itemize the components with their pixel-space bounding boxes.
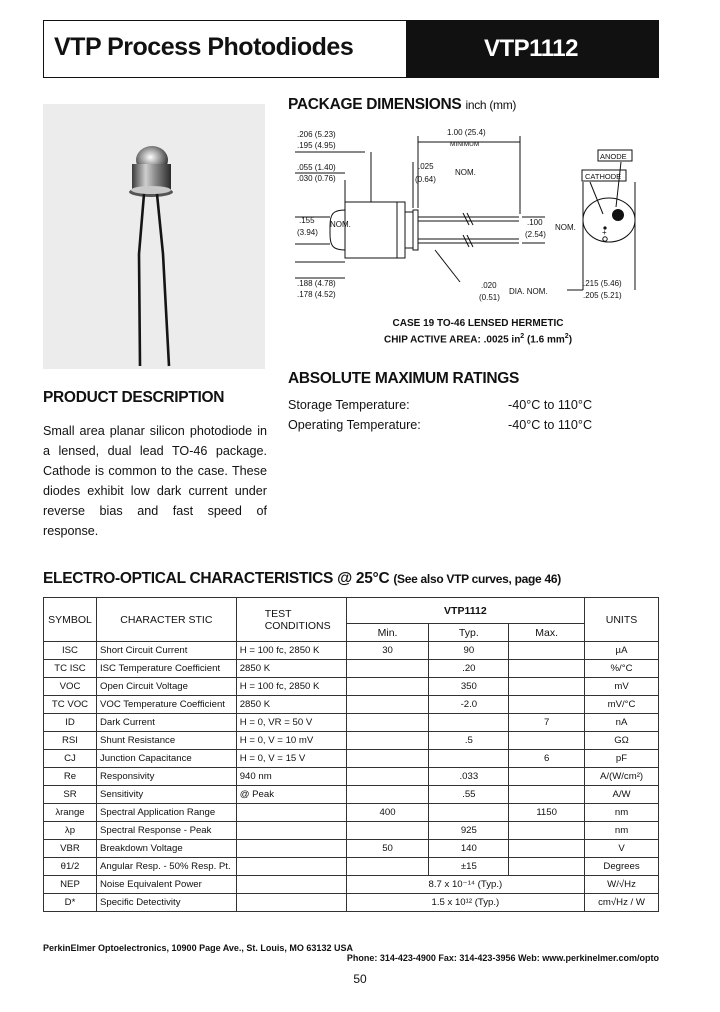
cell-characteristic: Shunt Resistance: [96, 732, 236, 750]
cell-units: A/W: [585, 786, 659, 804]
dim-label: .206 (5.23): [297, 130, 336, 139]
table-row: [44, 660, 659, 678]
cell-typ: [429, 714, 509, 732]
cell-symbol: SR: [44, 786, 97, 804]
dim-label: .030 (0.76): [297, 174, 336, 183]
cell-units: %/°C: [585, 660, 659, 678]
description-heading: PRODUCT DESCRIPTION: [43, 389, 225, 406]
cell-typ: .20: [429, 660, 509, 678]
table-row: [44, 858, 659, 876]
cell-characteristic: Spectral Response - Peak: [96, 822, 236, 840]
dim-label: 1.00 (25.4): [447, 128, 486, 137]
footer: [43, 943, 659, 963]
cell-symbol: TC VOC: [44, 696, 97, 714]
cell-max: [509, 732, 585, 750]
cell-characteristic: Junction Capacitance: [96, 750, 236, 768]
cell-symbol: ID: [44, 714, 97, 732]
cell-symbol: NEP: [44, 876, 97, 894]
dim-label: .205 (5.21): [583, 291, 622, 300]
cell-symbol: λp: [44, 822, 97, 840]
cell-max: [509, 678, 585, 696]
cell-typ: .033: [429, 768, 509, 786]
cell-units: cm√Hz / W: [585, 894, 659, 912]
dim-label: (3.94): [297, 228, 318, 237]
rating-label: Storage Temperature:: [288, 398, 410, 412]
table-row: [44, 768, 659, 786]
header-part: VTP1112: [346, 598, 584, 624]
header-symbol: SYMBOL: [44, 598, 97, 642]
cell-units: nm: [585, 804, 659, 822]
cell-min: [346, 786, 429, 804]
cell-units: GΩ: [585, 732, 659, 750]
cell-characteristic: ISC Temperature Coefficient: [96, 660, 236, 678]
cell-max: [509, 660, 585, 678]
cell-symbol: Re: [44, 768, 97, 786]
cell-typ: 925: [429, 822, 509, 840]
table-row: [44, 714, 659, 732]
cell-min: [346, 660, 429, 678]
cell-characteristic: Sensitivity: [96, 786, 236, 804]
rating-label: Operating Temperature:: [288, 418, 421, 432]
cell-conditions: H = 0, V = 10 mV: [236, 732, 346, 750]
cell-units: pF: [585, 750, 659, 768]
cell-symbol: CJ: [44, 750, 97, 768]
case-line: CASE 19 TO-46 LENSED HERMETIC: [392, 318, 564, 329]
plus-label: +: [602, 228, 607, 237]
cell-units: µA: [585, 642, 659, 660]
cell-conditions: [236, 840, 346, 858]
cell-symbol: RSI: [44, 732, 97, 750]
cell-conditions: [236, 876, 346, 894]
cell-max: [509, 642, 585, 660]
eo-heading: ELECTRO-OPTICAL CHARACTERISTICS @ 25°C (See also VTP curves, page 46): [43, 570, 561, 587]
table-row: [44, 876, 659, 894]
cell-units: W/√Hz: [585, 876, 659, 894]
anode-label: ANODE: [600, 152, 627, 161]
table-row: [44, 804, 659, 822]
cell-conditions: H = 100 fc, 2850 K: [236, 642, 346, 660]
cell-symbol: TC ISC: [44, 660, 97, 678]
table-row: [44, 642, 659, 660]
dim-label: NOM.: [330, 220, 351, 229]
cell-typ: .5: [429, 732, 509, 750]
cell-characteristic: Noise Equivalent Power: [96, 876, 236, 894]
cell-units: mV: [585, 678, 659, 696]
cell-max: [509, 840, 585, 858]
table-row: [44, 822, 659, 840]
package-heading: PACKAGE DIMENSIONS inch (mm): [288, 96, 517, 113]
table-row: [44, 786, 659, 804]
cell-typ: [429, 750, 509, 768]
cell-min: [346, 732, 429, 750]
cell-typ: 90: [429, 642, 509, 660]
cell-max: 1150: [509, 804, 585, 822]
cell-typ: [429, 804, 509, 822]
cell-max: [509, 858, 585, 876]
cell-min: [346, 768, 429, 786]
cell-characteristic: Open Circuit Voltage: [96, 678, 236, 696]
cell-characteristic: Responsivity: [96, 768, 236, 786]
cell-conditions: 2850 K: [236, 660, 346, 678]
cell-conditions: H = 0, VR = 50 V: [236, 714, 346, 732]
cell-units: nA: [585, 714, 659, 732]
dim-label: .178 (4.52): [297, 290, 336, 299]
table-row: [44, 894, 659, 912]
cell-max: [509, 768, 585, 786]
table-row: [44, 732, 659, 750]
product-photo: [43, 104, 265, 369]
dim-label: MINIMUM: [450, 141, 480, 148]
ratings-heading: ABSOLUTE MAXIMUM RATINGS: [288, 370, 520, 387]
cell-conditions: [236, 894, 346, 912]
table-row: [44, 696, 659, 714]
table-row: [44, 750, 659, 768]
cell-units: mV/°C: [585, 696, 659, 714]
photodiode-image: [43, 104, 265, 369]
dim-label: .100: [527, 218, 543, 227]
cell-symbol: VBR: [44, 840, 97, 858]
cell-conditions: [236, 858, 346, 876]
dim-label: NOM.: [455, 168, 476, 177]
footer-contact: Phone: 314-423-4900 Fax: 314-423-3956 Web: www.perkinelmer.com/opto: [346, 953, 659, 963]
cell-characteristic: Angular Resp. - 50% Resp. Pt.: [96, 858, 236, 876]
header-units: UNITS: [585, 598, 659, 642]
cell-min: [346, 750, 429, 768]
dim-label: .195 (4.95): [297, 141, 336, 150]
cell-units: V: [585, 840, 659, 858]
page-header: [43, 20, 659, 78]
header-conditions: TEST CONDITIONS: [236, 598, 346, 642]
page-title: VTP Process Photodiodes: [54, 33, 354, 61]
rating-value: -40°C to 110°C: [508, 418, 593, 432]
cell-symbol: θ1/2: [44, 858, 97, 876]
cell-characteristic: Dark Current: [96, 714, 236, 732]
cell-typ: ±15: [429, 858, 509, 876]
eo-table: [43, 597, 659, 912]
cell-typ: .55: [429, 786, 509, 804]
dim-label: .215 (5.46): [583, 279, 622, 288]
table-row: [44, 840, 659, 858]
rating-value: -40°C to 110°C: [508, 398, 593, 412]
footer-address: PerkinElmer Optoelectronics, 10900 Page Ave., St. Louis, MO 63132 USA: [43, 943, 353, 953]
dim-label: .025: [418, 162, 434, 171]
cell-conditions: H = 0, V = 15 V: [236, 750, 346, 768]
cell-units: Degrees: [585, 858, 659, 876]
cell-span: 1.5 x 10¹² (Typ.): [346, 894, 584, 912]
header-typ: Typ.: [429, 624, 509, 642]
cell-symbol: λrange: [44, 804, 97, 822]
cell-units: nm: [585, 822, 659, 840]
chip-area-line: CHIP ACTIVE AREA: .0025 $in^2$ (1.6 $mm^2$): [383, 333, 573, 346]
eo-table-body: [44, 642, 659, 912]
cell-conditions: [236, 804, 346, 822]
header-characteristic: CHARACTER STIC: [96, 598, 236, 642]
cell-symbol: D*: [44, 894, 97, 912]
cathode-label: CATHODE: [585, 172, 622, 181]
dim-label: NOM.: [555, 223, 576, 232]
dim-label: DIA. NOM.: [509, 287, 548, 296]
cell-max: [509, 786, 585, 804]
cell-min: 30: [346, 642, 429, 660]
cell-min: 400: [346, 804, 429, 822]
cell-max: [509, 696, 585, 714]
cell-characteristic: Spectral Application Range: [96, 804, 236, 822]
table-row: [44, 678, 659, 696]
cell-symbol: VOC: [44, 678, 97, 696]
header-min: Min.: [346, 624, 429, 642]
cell-characteristic: Specific Detectivity: [96, 894, 236, 912]
dim-label: .055 (1.40): [297, 163, 336, 172]
cell-characteristic: Short Circuit Current: [96, 642, 236, 660]
cell-characteristic: VOC Temperature Coefficient: [96, 696, 236, 714]
cell-min: [346, 696, 429, 714]
dim-label: .155: [299, 216, 315, 225]
dim-label: (0.64): [415, 175, 436, 184]
cell-min: 50: [346, 840, 429, 858]
cell-min: [346, 822, 429, 840]
part-number: VTP1112: [406, 21, 658, 77]
cell-min: [346, 678, 429, 696]
cell-min: [346, 858, 429, 876]
cell-conditions: @ Peak: [236, 786, 346, 804]
cell-conditions: 940 nm: [236, 768, 346, 786]
cell-conditions: 2850 K: [236, 696, 346, 714]
description-text: Small area planar silicon photodiode in a lensed, dual lead TO-46 package. Cathode is common to the case. These diodes exhibit low dark current under reverse bias and fast speed of response.: [43, 424, 267, 538]
cell-typ: 350: [429, 678, 509, 696]
cell-typ: -2.0: [429, 696, 509, 714]
page-number: 50: [353, 972, 367, 986]
cell-span: 8.7 x 10⁻¹⁴ (Typ.): [346, 876, 584, 894]
dim-label: (2.54): [525, 230, 546, 239]
cell-units: A/(W/cm²): [585, 768, 659, 786]
cell-max: 6: [509, 750, 585, 768]
header-max: Max.: [509, 624, 585, 642]
cell-min: [346, 714, 429, 732]
package-diagram: [285, 122, 665, 307]
cell-max: 7: [509, 714, 585, 732]
dim-label: (0.51): [479, 293, 500, 302]
cell-conditions: H = 100 fc, 2850 K: [236, 678, 346, 696]
dim-label: .020: [481, 281, 497, 290]
cell-conditions: [236, 822, 346, 840]
cell-symbol: ISC: [44, 642, 97, 660]
cell-characteristic: Breakdown Voltage: [96, 840, 236, 858]
dim-label: .188 (4.78): [297, 279, 336, 288]
cell-max: [509, 822, 585, 840]
cell-typ: 140: [429, 840, 509, 858]
